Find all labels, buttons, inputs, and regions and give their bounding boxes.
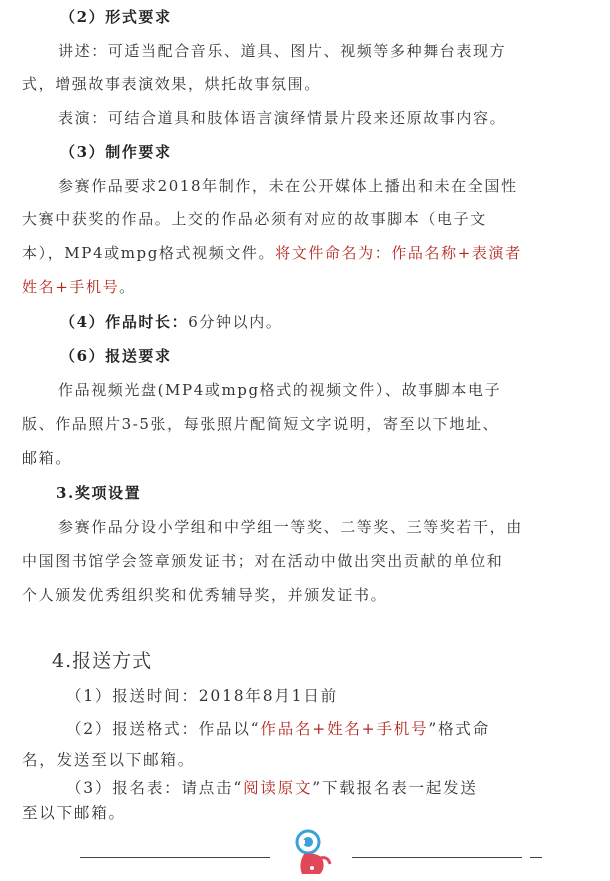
production-paragraph-line: 大赛中获奖的作品。上交的作品必须有对应的故事脚本（电子文 — [22, 210, 487, 228]
submit-paragraph-line: 邮箱。 — [22, 449, 72, 467]
production-paragraph-line: 参赛作品要求2018年制作，未在公开媒体上播出和未在全国性 — [58, 177, 518, 195]
submit-paragraph-line: 版、作品照片3-5张，每张照片配简短文字说明，寄至以下地址、 — [22, 415, 500, 433]
file-naming-highlight: 姓名+手机号 — [22, 278, 120, 296]
registration-form-line: 至以下邮箱。 — [22, 804, 126, 822]
submission-format-line: 名，发送至以下邮箱。 — [22, 751, 196, 769]
format-text: （2）报送格式：作品以“ — [66, 720, 261, 738]
duration-line — [60, 311, 610, 333]
format-text: ”格式命 — [428, 720, 490, 738]
duration-value: 6分钟以内。 — [188, 313, 283, 331]
production-requirements-heading: （3）制作要求 — [60, 143, 172, 161]
production-paragraph-line — [22, 242, 596, 264]
production-paragraph-line — [22, 276, 596, 298]
awards-paragraph-line: 中国图书馆学会签章颁发证书；对在活动中做出突出贡献的单位和 — [22, 552, 504, 570]
speech-paragraph-line: 讲述：可适当配合音乐、道具、图片、视频等多种舞台表现方 — [58, 42, 507, 60]
form-requirements-heading: （2）形式要求 — [60, 8, 172, 26]
registration-text: （3）报名表：请点击“ — [66, 779, 244, 797]
read-original-link[interactable]: 阅读原文 — [243, 779, 313, 797]
footer-divider-dash — [530, 857, 542, 858]
perform-paragraph-line: 表演：可结合道具和肢体语言演绎情景片段来还原故事内容。 — [58, 109, 507, 127]
production-text: 。 — [119, 278, 136, 296]
submission-time-line: （1）报送时间：2018年8月1日前 — [66, 687, 338, 705]
submit-paragraph-line: 作品视频光盘(MP4或mpg格式的视频文件）、故事脚本电子 — [58, 381, 502, 399]
awards-heading: 3.奖项设置 — [56, 484, 142, 502]
awards-paragraph-line: 参赛作品分设小学组和中学组一等奖、二等奖、三等奖若干，由 — [58, 518, 523, 536]
duration-label: （4）作品时长： — [60, 313, 189, 331]
file-naming-highlight: 将文件命名为：作品名称+表演者 — [275, 244, 522, 262]
registration-text: ”下载报名表一起发送 — [312, 779, 478, 797]
footer-divider-right — [352, 857, 522, 858]
format-highlight: 作品名+姓名+手机号 — [260, 720, 429, 738]
mascot-logo-icon — [290, 828, 334, 878]
production-text: 本），MP4或mpg格式视频文件。 — [22, 244, 276, 262]
submission-format-line — [66, 718, 610, 740]
submit-requirements-heading: （6）报送要求 — [60, 347, 172, 365]
registration-form-line — [66, 777, 610, 799]
awards-paragraph-line: 个人颁发优秀组织奖和优秀辅导奖，并颁发证书。 — [22, 586, 388, 604]
speech-paragraph-line: 式，增强故事表演效果，烘托故事氛围。 — [22, 75, 321, 93]
footer-divider-left — [80, 857, 270, 858]
submission-method-heading: 4.报送方式 — [52, 650, 153, 672]
